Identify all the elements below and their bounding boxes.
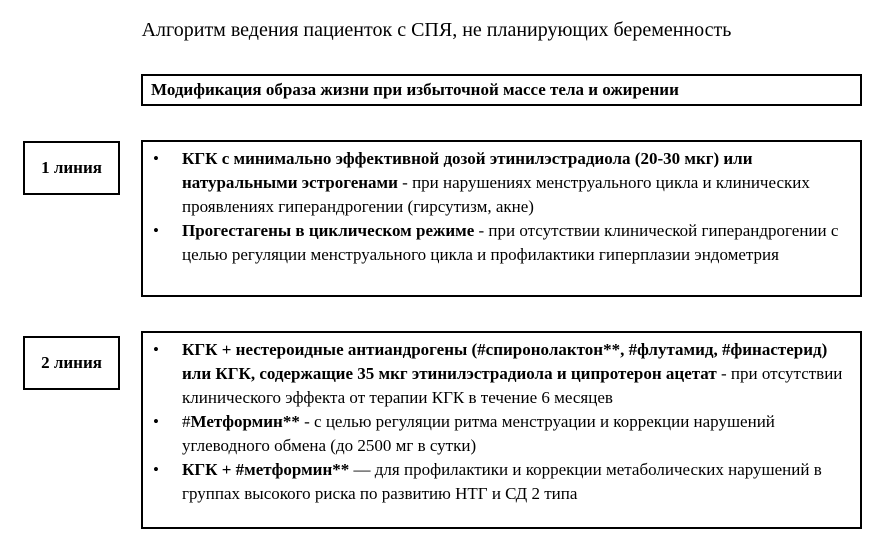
second-line-label: 2 линия xyxy=(23,336,120,390)
first-line-content-box xyxy=(141,140,862,297)
list-item xyxy=(153,147,850,219)
list-item xyxy=(153,458,850,506)
item-bold-text: Метформин** xyxy=(190,412,300,431)
lifestyle-modification-box: Модификация образа жизни при избыточной массе тела и ожирении xyxy=(141,74,862,106)
item-bold-text: КГК + #метформин** xyxy=(182,460,350,479)
item-text: - при отсутствии клинической гиперандрогении с целью регуляции менструального цикла и профилактики гиперплазии эндометрия xyxy=(182,221,839,264)
list-item xyxy=(153,338,850,410)
item-bold-text: КГК с минимально эффективной дозой этинилэстрадиола (20-30 мкг) или натуральными эстрогенами xyxy=(182,149,753,192)
item-text: — для профилактики и коррекции метаболических нарушений в группах высокого риска по развитию НТГ и СД 2 типа xyxy=(182,460,822,503)
item-prefix: # xyxy=(182,412,191,431)
item-bold-text: Прогестагены в циклическом режиме xyxy=(182,221,475,240)
second-line-content-box xyxy=(141,331,862,529)
item-text: - с целью регуляции ритма менструации и коррекции нарушений углеводного обмена (до 2500 мг в сутки) xyxy=(182,412,775,455)
bullet-icon: • xyxy=(153,221,159,240)
second-line-list xyxy=(153,338,850,506)
diagram-title: Алгоритм ведения пациенток с СПЯ, не планирующих беременность xyxy=(141,19,732,41)
bullet-icon: • xyxy=(153,460,159,479)
item-text: - при нарушениях менструального цикла и клинических проявлениях гиперандрогении (гирсутизм, акне) xyxy=(182,173,810,216)
bullet-icon: • xyxy=(153,412,159,431)
first-line-list xyxy=(153,147,850,267)
bullet-icon: • xyxy=(153,340,159,359)
first-line-label: 1 линия xyxy=(23,141,120,195)
list-item xyxy=(153,219,850,267)
list-item xyxy=(153,410,850,458)
bullet-icon: • xyxy=(153,149,159,168)
item-text: - при отсутствии клинического эффекта от терапии КГК в течение 6 месяцев xyxy=(182,364,843,407)
item-bold-text: КГК + нестероидные антиандрогены (#спиронолактон**, #флутамид, #финастерид) или КГК, содержащие 35 мкг этинилэстрадиола и ципротерон ацетат xyxy=(182,340,828,383)
